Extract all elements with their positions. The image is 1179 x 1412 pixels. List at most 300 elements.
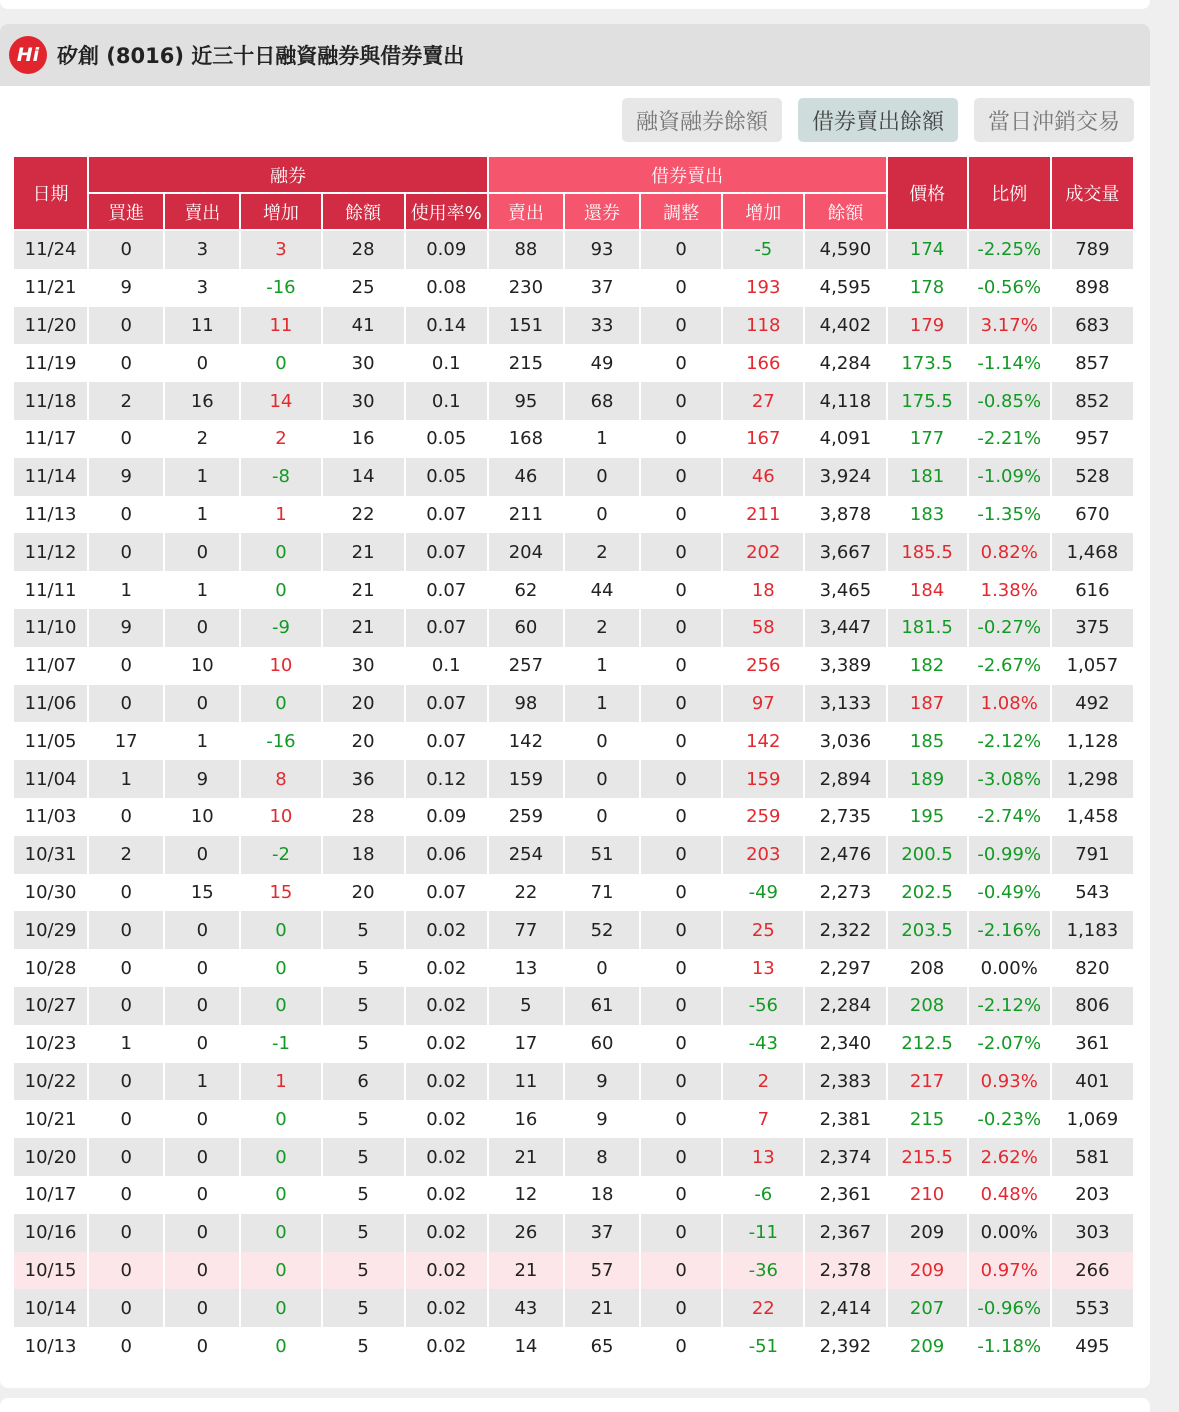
table-cell: 208 xyxy=(888,987,967,1025)
table-cell: 204 xyxy=(489,533,563,571)
table-cell: 4,402 xyxy=(805,307,885,345)
table-cell: 0 xyxy=(641,1327,721,1365)
table-cell: 2 xyxy=(723,1063,803,1101)
table-cell: 0.07 xyxy=(406,571,487,609)
table-cell: 8 xyxy=(241,760,320,798)
table-cell: 25 xyxy=(723,911,803,949)
table-cell: -8 xyxy=(241,458,320,496)
table-row xyxy=(14,685,1133,723)
table-cell: 22 xyxy=(489,874,563,912)
table-cell: 0 xyxy=(241,911,320,949)
table-cell: 208 xyxy=(888,949,967,987)
table-cell: 167 xyxy=(723,420,803,458)
table-cell: 0.82% xyxy=(969,533,1050,571)
table-cell: 0.48% xyxy=(969,1176,1050,1214)
table-cell: 0 xyxy=(165,1327,239,1365)
table-cell: 10 xyxy=(241,798,320,836)
table-cell: 0 xyxy=(89,987,163,1025)
table-cell: 18 xyxy=(323,836,404,874)
table-cell: 0.1 xyxy=(406,382,487,420)
table-cell: 57 xyxy=(565,1252,639,1290)
table-cell: 174 xyxy=(888,231,967,269)
table-row xyxy=(14,458,1133,496)
table-cell: 4,118 xyxy=(805,382,885,420)
table-cell: 0 xyxy=(565,949,639,987)
table-cell: 0.02 xyxy=(406,1327,487,1365)
table-cell: 10/15 xyxy=(14,1252,87,1290)
table-cell: 254 xyxy=(489,836,563,874)
table-cell: 22 xyxy=(323,496,404,534)
table-cell: 0 xyxy=(241,1100,320,1138)
table-cell: 1 xyxy=(89,760,163,798)
table-cell: -2.12% xyxy=(969,987,1050,1025)
table-row xyxy=(14,231,1133,269)
table-cell: 16 xyxy=(489,1100,563,1138)
table-cell: 0 xyxy=(241,987,320,1025)
table-cell: 683 xyxy=(1052,307,1133,345)
table-cell: 581 xyxy=(1052,1138,1133,1176)
table-cell: 60 xyxy=(489,609,563,647)
table-cell: 670 xyxy=(1052,496,1133,534)
table-cell: -36 xyxy=(723,1252,803,1290)
table-cell: 0 xyxy=(241,1289,320,1327)
table-cell: 1 xyxy=(89,571,163,609)
table-cell: 30 xyxy=(323,344,404,382)
table-cell: 1,298 xyxy=(1052,760,1133,798)
table-cell: 185 xyxy=(888,722,967,760)
table-cell: 178 xyxy=(888,269,967,307)
table-cell: 2,392 xyxy=(805,1327,885,1365)
group-short-selling: 融券 xyxy=(89,157,487,194)
table-cell: 1.08% xyxy=(969,685,1050,723)
table-cell: 10/21 xyxy=(14,1100,87,1138)
table-cell: 0 xyxy=(565,760,639,798)
col-date: 日期 xyxy=(14,157,87,231)
table-cell: -6 xyxy=(723,1176,803,1214)
table-cell: 37 xyxy=(565,1214,639,1252)
table-cell: 0 xyxy=(641,533,721,571)
table-cell: 0 xyxy=(641,1138,721,1176)
table-cell: 10/28 xyxy=(14,949,87,987)
table-cell: 0 xyxy=(89,647,163,685)
table-cell: 0 xyxy=(641,382,721,420)
table-cell: 0 xyxy=(89,798,163,836)
col-buy: 買進 xyxy=(89,194,163,231)
table-row xyxy=(14,1327,1133,1365)
table-cell: 215 xyxy=(489,344,563,382)
table-cell: 37 xyxy=(565,269,639,307)
table-cell: 806 xyxy=(1052,987,1133,1025)
table-cell: 10/13 xyxy=(14,1327,87,1365)
table-cell: 0.09 xyxy=(406,798,487,836)
table-cell: 215 xyxy=(888,1100,967,1138)
table-cell: 5 xyxy=(323,1025,404,1063)
table-cell: 0 xyxy=(641,685,721,723)
table-cell: 9 xyxy=(165,760,239,798)
table-cell: 0 xyxy=(241,685,320,723)
table-cell: 2,735 xyxy=(805,798,885,836)
table-cell: 0 xyxy=(165,836,239,874)
table-cell: -2.12% xyxy=(969,722,1050,760)
table-cell: 211 xyxy=(723,496,803,534)
table-cell: 0 xyxy=(165,1100,239,1138)
table-cell: 14 xyxy=(323,458,404,496)
table-cell: 203 xyxy=(723,836,803,874)
table-cell: 0 xyxy=(641,231,721,269)
table-cell: -0.49% xyxy=(969,874,1050,912)
table-cell: 0 xyxy=(165,1214,239,1252)
table-cell: 0 xyxy=(565,458,639,496)
table-cell: -3.08% xyxy=(969,760,1050,798)
next-card xyxy=(0,1398,1150,1412)
table-cell: 0.07 xyxy=(406,609,487,647)
table-cell: 10 xyxy=(241,647,320,685)
table-cell: 77 xyxy=(489,911,563,949)
table-cell: 58 xyxy=(723,609,803,647)
table-cell: 166 xyxy=(723,344,803,382)
table-cell: 0 xyxy=(241,533,320,571)
table-cell: 266 xyxy=(1052,1252,1133,1290)
table-cell: 21 xyxy=(323,533,404,571)
table-cell: 182 xyxy=(888,647,967,685)
tab-securities-lending[interactable]: 借券賣出餘額 xyxy=(798,98,958,142)
table-cell: 1,183 xyxy=(1052,911,1133,949)
table-cell: 375 xyxy=(1052,609,1133,647)
table-cell: 5 xyxy=(323,911,404,949)
table-cell: 10/20 xyxy=(14,1138,87,1176)
table-cell: -1.35% xyxy=(969,496,1050,534)
table-cell: -2 xyxy=(241,836,320,874)
table-cell: 2 xyxy=(565,533,639,571)
table-cell: 98 xyxy=(489,685,563,723)
table-cell: 65 xyxy=(565,1327,639,1365)
table-cell: 1 xyxy=(165,571,239,609)
table-cell: 217 xyxy=(888,1063,967,1101)
table-cell: 0 xyxy=(165,1138,239,1176)
table-cell: 1,128 xyxy=(1052,722,1133,760)
table-cell: 0 xyxy=(165,685,239,723)
table-cell: 211 xyxy=(489,496,563,534)
table-cell: 0.07 xyxy=(406,685,487,723)
table-cell: 1 xyxy=(241,496,320,534)
table-cell: 0 xyxy=(641,1100,721,1138)
table-cell: 184 xyxy=(888,571,967,609)
table-cell: -9 xyxy=(241,609,320,647)
table-cell: -43 xyxy=(723,1025,803,1063)
col-usage-rate: 使用率% xyxy=(406,194,487,231)
table-cell: 495 xyxy=(1052,1327,1133,1365)
table-cell: 9 xyxy=(89,609,163,647)
table-cell: 2,476 xyxy=(805,836,885,874)
table-cell: 11/11 xyxy=(14,571,87,609)
table-cell: 11/20 xyxy=(14,307,87,345)
table-cell: 95 xyxy=(489,382,563,420)
table-cell: 0 xyxy=(241,1252,320,1290)
table-cell: 159 xyxy=(723,760,803,798)
table-cell: 0 xyxy=(165,1289,239,1327)
table-cell: 0 xyxy=(241,1176,320,1214)
table-cell: 62 xyxy=(489,571,563,609)
table-cell: -1.14% xyxy=(969,344,1050,382)
table-row xyxy=(14,911,1133,949)
col-increase: 增加 xyxy=(241,194,320,231)
table-cell: 5 xyxy=(323,1138,404,1176)
table-cell: 0 xyxy=(565,722,639,760)
table-cell: 0 xyxy=(641,344,721,382)
table-cell: -16 xyxy=(241,722,320,760)
table-cell: 179 xyxy=(888,307,967,345)
table-cell: 0 xyxy=(89,496,163,534)
table-cell: 0.02 xyxy=(406,1252,487,1290)
table-cell: 0 xyxy=(641,798,721,836)
table-cell: 10 xyxy=(165,647,239,685)
table-cell: 0 xyxy=(89,307,163,345)
table-cell: 0.02 xyxy=(406,1214,487,1252)
table-cell: 0 xyxy=(89,344,163,382)
table-cell: 151 xyxy=(489,307,563,345)
table-row xyxy=(14,760,1133,798)
table-cell: 16 xyxy=(165,382,239,420)
table-cell: 11/24 xyxy=(14,231,87,269)
table-cell: 0 xyxy=(641,307,721,345)
table-cell: 259 xyxy=(489,798,563,836)
table-cell: 0.02 xyxy=(406,1138,487,1176)
table-cell: 52 xyxy=(565,911,639,949)
table-cell: 41 xyxy=(323,307,404,345)
table-cell: -0.23% xyxy=(969,1100,1050,1138)
table-row xyxy=(14,571,1133,609)
table-cell: 3,389 xyxy=(805,647,885,685)
table-cell: 2,367 xyxy=(805,1214,885,1252)
table-cell: -56 xyxy=(723,987,803,1025)
table-cell: 11/03 xyxy=(14,798,87,836)
table-cell: 0.06 xyxy=(406,836,487,874)
table-cell: 21 xyxy=(489,1138,563,1176)
table-cell: 28 xyxy=(323,798,404,836)
table-cell: 0 xyxy=(89,1063,163,1101)
table-cell: 0 xyxy=(641,1214,721,1252)
table-cell: 791 xyxy=(1052,836,1133,874)
table-cell: 0 xyxy=(641,458,721,496)
table-cell: 187 xyxy=(888,685,967,723)
table-cell: 898 xyxy=(1052,269,1133,307)
table-cell: 11/04 xyxy=(14,760,87,798)
table-cell: 61 xyxy=(565,987,639,1025)
table-cell: 0 xyxy=(89,1252,163,1290)
lending-table xyxy=(12,157,1135,1365)
table-cell: -0.56% xyxy=(969,269,1050,307)
table-cell: 212.5 xyxy=(888,1025,967,1063)
table-cell: 852 xyxy=(1052,382,1133,420)
table-cell: 0 xyxy=(641,836,721,874)
table-cell: 20 xyxy=(323,722,404,760)
table-cell: 49 xyxy=(565,344,639,382)
table-cell: 3.17% xyxy=(969,307,1050,345)
table-cell: 22 xyxy=(723,1289,803,1327)
table-cell: 230 xyxy=(489,269,563,307)
table-cell: 0 xyxy=(641,911,721,949)
table-cell: 12 xyxy=(489,1176,563,1214)
col-lend-return: 還券 xyxy=(565,194,639,231)
table-cell: 27 xyxy=(723,382,803,420)
table-cell: 209 xyxy=(888,1214,967,1252)
table-cell: 88 xyxy=(489,231,563,269)
table-cell: 11/06 xyxy=(14,685,87,723)
table-cell: 0 xyxy=(641,571,721,609)
col-volume: 成交量 xyxy=(1052,157,1133,231)
table-cell: 1,057 xyxy=(1052,647,1133,685)
table-cell: 21 xyxy=(489,1252,563,1290)
table-cell: -0.85% xyxy=(969,382,1050,420)
table-cell: -1.18% xyxy=(969,1327,1050,1365)
col-lend-adjust: 調整 xyxy=(641,194,721,231)
table-cell: 2,273 xyxy=(805,874,885,912)
table-cell: 0 xyxy=(641,722,721,760)
table-cell: 3 xyxy=(165,231,239,269)
col-price: 價格 xyxy=(888,157,967,231)
table-cell: 183 xyxy=(888,496,967,534)
table-cell: 528 xyxy=(1052,458,1133,496)
table-cell: 173.5 xyxy=(888,344,967,382)
table-cell: 10/29 xyxy=(14,911,87,949)
table-cell: 0 xyxy=(641,949,721,987)
table-cell: 28 xyxy=(323,231,404,269)
table-cell: 3,447 xyxy=(805,609,885,647)
table-cell: 1,458 xyxy=(1052,798,1133,836)
table-cell: 303 xyxy=(1052,1214,1133,1252)
table-cell: 361 xyxy=(1052,1025,1133,1063)
table-cell: 4,590 xyxy=(805,231,885,269)
table-cell: 957 xyxy=(1052,420,1133,458)
table-cell: 0 xyxy=(89,420,163,458)
table-cell: 10/22 xyxy=(14,1063,87,1101)
table-cell: 0.02 xyxy=(406,1063,487,1101)
table-cell: 2,340 xyxy=(805,1025,885,1063)
previous-card xyxy=(0,0,1150,9)
table-cell: -2.21% xyxy=(969,420,1050,458)
table-cell: 3,036 xyxy=(805,722,885,760)
table-cell: 10/17 xyxy=(14,1176,87,1214)
table-cell: 0.09 xyxy=(406,231,487,269)
table-cell: 0.02 xyxy=(406,1176,487,1214)
table-cell: 9 xyxy=(89,269,163,307)
table-cell: 11/07 xyxy=(14,647,87,685)
table-cell: 210 xyxy=(888,1176,967,1214)
table-cell: 142 xyxy=(723,722,803,760)
table-cell: 11/17 xyxy=(14,420,87,458)
table-cell: 0 xyxy=(641,496,721,534)
tab-margin-balance[interactable]: 融資融券餘額 xyxy=(622,98,782,142)
table-cell: 0 xyxy=(165,609,239,647)
table-cell: 0 xyxy=(89,1289,163,1327)
table-cell: 5 xyxy=(323,1252,404,1290)
table-cell: 10 xyxy=(165,798,239,836)
table-cell: 2,322 xyxy=(805,911,885,949)
table-cell: 0 xyxy=(641,609,721,647)
table-cell: 189 xyxy=(888,760,967,798)
tab-bar xyxy=(622,98,1134,142)
table-cell: 21 xyxy=(323,609,404,647)
table-cell: 215.5 xyxy=(888,1138,967,1176)
table-cell: 0 xyxy=(89,1214,163,1252)
table-cell: 0.07 xyxy=(406,533,487,571)
table-cell: 0 xyxy=(165,1252,239,1290)
table-cell: 207 xyxy=(888,1289,967,1327)
table-row xyxy=(14,1100,1133,1138)
table-cell: 202.5 xyxy=(888,874,967,912)
table-cell: 26 xyxy=(489,1214,563,1252)
table-cell: 11/14 xyxy=(14,458,87,496)
table-row xyxy=(14,420,1133,458)
table-cell: 0.1 xyxy=(406,647,487,685)
table-cell: 202 xyxy=(723,533,803,571)
group-lending-sale: 借券賣出 xyxy=(489,157,886,194)
table-row xyxy=(14,269,1133,307)
panel-header xyxy=(0,24,1150,86)
table-cell: 2,297 xyxy=(805,949,885,987)
table-cell: 1,468 xyxy=(1052,533,1133,571)
table-cell: 13 xyxy=(723,949,803,987)
table-cell: 0 xyxy=(641,1252,721,1290)
table-cell: 13 xyxy=(489,949,563,987)
table-cell: 616 xyxy=(1052,571,1133,609)
table-cell: 200.5 xyxy=(888,836,967,874)
table-cell: 492 xyxy=(1052,685,1133,723)
table-cell: 2,381 xyxy=(805,1100,885,1138)
table-cell: 0 xyxy=(89,911,163,949)
table-cell: -2.74% xyxy=(969,798,1050,836)
table-cell: 185.5 xyxy=(888,533,967,571)
table-cell: 2,414 xyxy=(805,1289,885,1327)
table-cell: -2.25% xyxy=(969,231,1050,269)
table-cell: 118 xyxy=(723,307,803,345)
table-cell: 21 xyxy=(323,571,404,609)
table-cell: 0.00% xyxy=(969,949,1050,987)
table-cell: 5 xyxy=(323,1327,404,1365)
table-cell: 789 xyxy=(1052,231,1133,269)
table-cell: 71 xyxy=(565,874,639,912)
table-cell: 36 xyxy=(323,760,404,798)
tab-day-trading[interactable]: 當日沖銷交易 xyxy=(974,98,1134,142)
table-cell: 181.5 xyxy=(888,609,967,647)
table-cell: -1 xyxy=(241,1025,320,1063)
table-cell: 10/14 xyxy=(14,1289,87,1327)
table-cell: 60 xyxy=(565,1025,639,1063)
table-cell: -0.96% xyxy=(969,1289,1050,1327)
table-cell: 0.14 xyxy=(406,307,487,345)
table-cell: 2,383 xyxy=(805,1063,885,1101)
table-cell: 0 xyxy=(89,1176,163,1214)
table-cell: 9 xyxy=(565,1063,639,1101)
table-cell: 20 xyxy=(323,874,404,912)
table-cell: 21 xyxy=(565,1289,639,1327)
table-cell: 9 xyxy=(565,1100,639,1138)
table-cell: 93 xyxy=(565,231,639,269)
table-cell: 44 xyxy=(565,571,639,609)
table-cell: 0.97% xyxy=(969,1252,1050,1290)
table-cell: 2,284 xyxy=(805,987,885,1025)
table-cell: 820 xyxy=(1052,949,1133,987)
table-row xyxy=(14,609,1133,647)
table-cell: -0.27% xyxy=(969,609,1050,647)
table-cell: 2 xyxy=(165,420,239,458)
table-cell: 0 xyxy=(641,987,721,1025)
table-row xyxy=(14,987,1133,1025)
table-cell: 175.5 xyxy=(888,382,967,420)
table-cell: 15 xyxy=(241,874,320,912)
table-cell: 0 xyxy=(641,1025,721,1063)
table-cell: 0.02 xyxy=(406,949,487,987)
